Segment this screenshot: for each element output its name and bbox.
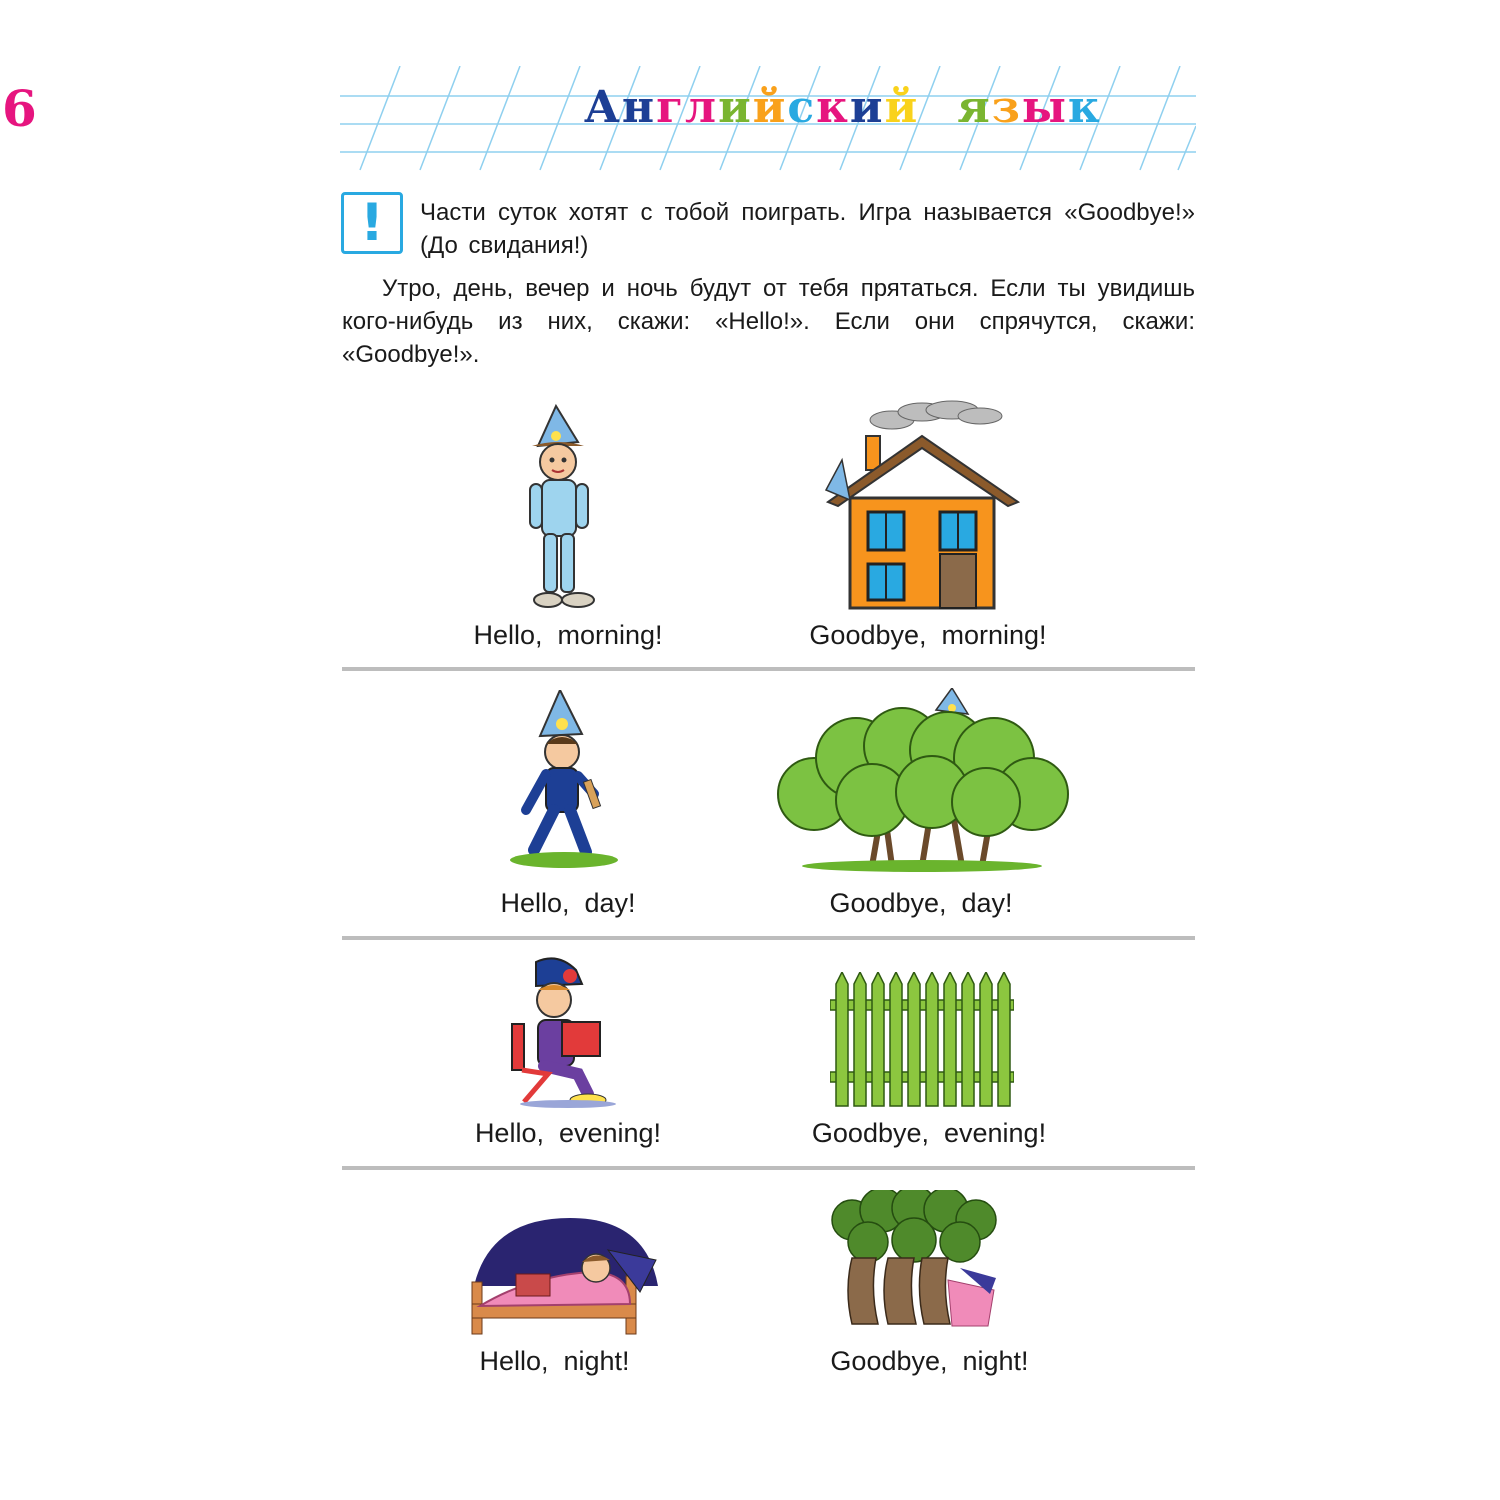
bush-illustration xyxy=(772,688,1072,872)
row-divider xyxy=(342,1166,1195,1170)
intro-paragraph-1: Части суток хотят с тобой поиграть. Игра называется «Goodbye!» (До свидания!) xyxy=(420,199,1195,259)
title-letter: й xyxy=(752,82,788,133)
house-illustration xyxy=(822,400,1022,612)
title-letter: н xyxy=(621,82,657,133)
title-letter: и xyxy=(718,82,753,133)
row-night xyxy=(342,1186,1195,1386)
hello-day-caption: Hello, day! xyxy=(500,888,636,918)
title-letter: к xyxy=(816,82,850,133)
goodbye-night-caption: Goodbye, night! xyxy=(830,1346,1029,1376)
page-title xyxy=(584,82,1102,133)
intro-paragraph-2: Утро, день, вечер и ночь будут от тебя прятаться. Если ты увидишь кого-нибудь из них, скажи: «Hello!». Если они спрячутся, скажи: «Goodbye!». xyxy=(342,275,1195,368)
exclamation-symbol: ! xyxy=(360,193,384,253)
title-letter: и xyxy=(849,82,885,133)
title-letter: ы xyxy=(1021,82,1068,133)
hello-night-caption: Hello, night! xyxy=(479,1346,630,1376)
title-letter: г xyxy=(656,82,686,133)
boy-morning-illustration xyxy=(518,402,618,612)
fence-illustration xyxy=(830,972,1014,1110)
title-letter: з xyxy=(991,82,1022,133)
row-divider xyxy=(342,667,1195,671)
row-divider xyxy=(342,936,1195,940)
row-morning xyxy=(342,400,1195,662)
title-letter: к xyxy=(1067,82,1102,133)
title-letter: л xyxy=(685,82,719,133)
boy-evening-illustration xyxy=(508,956,618,1108)
title-letter: й xyxy=(884,82,920,133)
trees-illustration xyxy=(830,1190,1000,1330)
goodbye-morning-caption: Goodbye, morning! xyxy=(809,620,1047,650)
title-letter: с xyxy=(787,82,817,133)
page-number: 6 xyxy=(2,79,37,138)
boy-day-illustration xyxy=(504,690,624,870)
row-evening xyxy=(342,954,1195,1160)
hello-evening-caption: Hello, evening! xyxy=(474,1118,662,1148)
title-letter: я xyxy=(957,82,992,133)
goodbye-day-caption: Goodbye, day! xyxy=(829,888,1013,918)
hello-morning-caption: Hello, morning! xyxy=(473,620,663,650)
title-letter: А xyxy=(584,82,622,133)
exclamation-icon xyxy=(341,192,403,254)
row-day xyxy=(342,686,1195,930)
goodbye-evening-caption: Goodbye, evening! xyxy=(811,1118,1047,1148)
boy-night-illustration xyxy=(470,1216,662,1336)
